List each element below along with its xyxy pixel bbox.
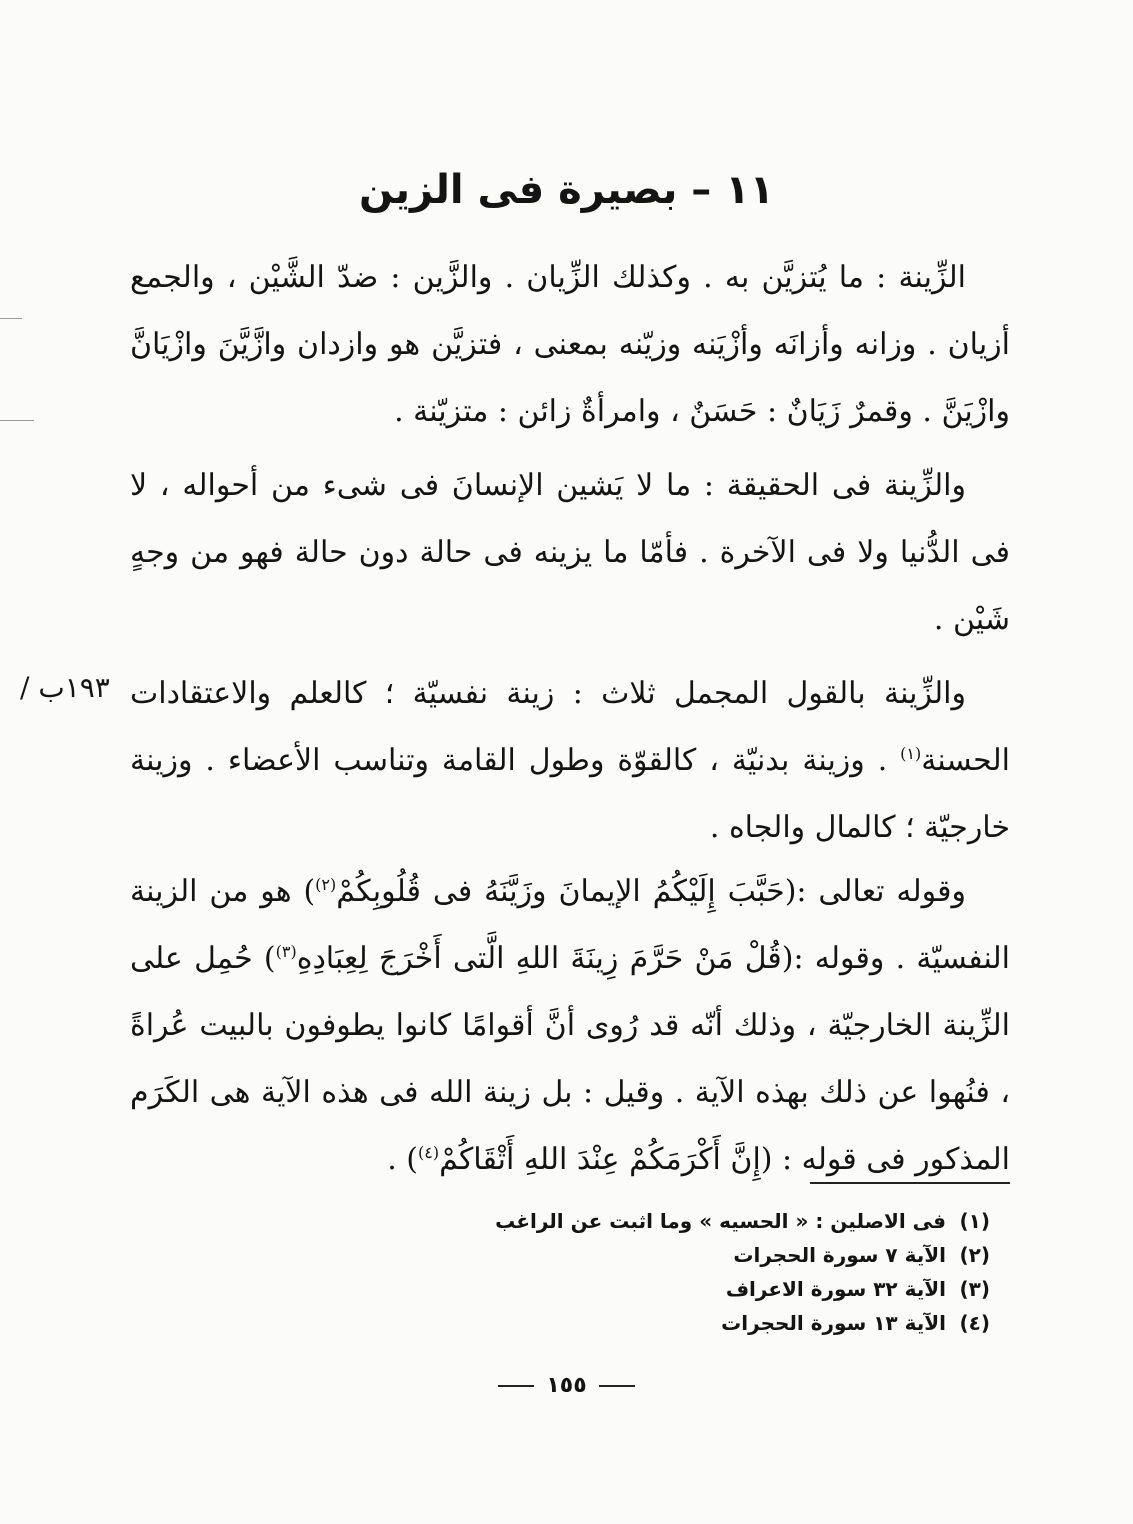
paragraph-quran-verses — [130, 858, 1010, 1193]
page-title: ١١ – بصيرة فى الزين — [358, 167, 775, 213]
scan-edge-mark — [0, 318, 22, 319]
paragraph-definition — [130, 244, 1010, 445]
footnote-divider — [810, 1182, 1010, 1184]
footnote-ref-3: (٣) — [275, 942, 297, 961]
scan-edge-mark — [0, 420, 34, 421]
manuscript-folio-note: ١٩٣ب / — [20, 671, 110, 704]
page-number-dash — [498, 1385, 534, 1387]
footnote-number: (٤) — [959, 1311, 990, 1335]
paragraph-text: والزِّينة بالقول المجمل ثلاث : زينة نفسيّة ؛ كالعلم والاعتقادات الحسنة — [130, 676, 1010, 778]
paragraph-text: والزِّينة فى الحقيقة : ما لا يَشين الإنسانَ فى شىء من أحواله ، لا فى الدُّنيا ولا فى الآخرة . فأمّا ما يزينه فى حالة دون حالة فهو من وجهٍ شَيْن . — [130, 468, 1010, 637]
page-number-value: ١٥٥ — [546, 1373, 587, 1398]
paragraph-text: ) هو من الزينة النفسيّة . وقوله :(قُلْ مَنْ حَرَّمَ زِينَةَ اللهِ الَّتى أَخْرَجَ لِعِبَادِهِ — [130, 874, 1010, 976]
page-number — [0, 1368, 1133, 1404]
footnote-text: فى الاصلين : « الحسيه » وما اثبت عن الراغب — [495, 1209, 946, 1233]
page-number-dash — [599, 1385, 635, 1387]
footnote-text: الآية ١٣ سورة الحجرات — [721, 1311, 946, 1335]
footnote-text: الآية ٣٢ سورة الاعراف — [725, 1277, 946, 1301]
footnote-ref-1: (١) — [900, 744, 922, 763]
footnote-item — [420, 1306, 990, 1340]
footnote-ref-2: (٢) — [315, 875, 337, 894]
paragraph-text: وقوله تعالى :(حَبَّبَ إِلَيْكُمُ الإيمانَ وزَيَّنَهُ فى قُلُوبِكُمْ — [336, 874, 966, 909]
footnote-item — [420, 1204, 990, 1238]
footnote-item — [420, 1238, 990, 1272]
footnote-number: (٢) — [959, 1243, 990, 1267]
paragraph-text: . وزينة بدنيّة ، كالقوّة وطول القامة وتناسب الأعضاء . وزينة خارجيّة ؛ كالمال والجاه . — [130, 743, 1010, 845]
paragraph-reality — [130, 452, 1010, 653]
footnote-number: (٣) — [959, 1277, 990, 1301]
footnotes-list — [420, 1204, 990, 1340]
paragraph-text: ) . — [387, 1142, 418, 1177]
paragraph-text: ) حُمِل على الزِّينة الخارجيّة ، وذلك أنّه قد رُوى أنَّ أقوامًا كانوا يطوفون بالبيت عُراةً ، فنُهوا عن ذلك بهذه الآية . وقيل : بل زينة الله فى هذه الآية هى الكَرَم المذكور فى قوله : (إِنَّ أَكْرَمَكُمْ عِنْدَ اللهِ أَتْقَاكُمْ — [130, 941, 1010, 1177]
footnote-number: (١) — [959, 1209, 990, 1233]
paragraph-text: الزِّينة : ما يُتزيَّن به . وكذلك الزِّيان . والزَّين : ضدّ الشَّيْن ، والجمع أزيان . وزانه وأزانَه وأزْيَنه وزيّنه بمعنى ، فتزيَّن هو وازدان وازَّيَّنَ وازْيَانَّ وازْيَنَّ . وقمرٌ زَيَانٌ : حَسَنٌ ، وامرأةٌ زائن : متزيّنة . — [130, 260, 1010, 429]
footnote-item — [420, 1272, 990, 1306]
footnote-text: الآية ٧ سورة الحجرات — [733, 1243, 946, 1267]
paragraph-three-kinds — [130, 660, 1010, 861]
footnote-ref-4: (٤) — [417, 1143, 440, 1162]
